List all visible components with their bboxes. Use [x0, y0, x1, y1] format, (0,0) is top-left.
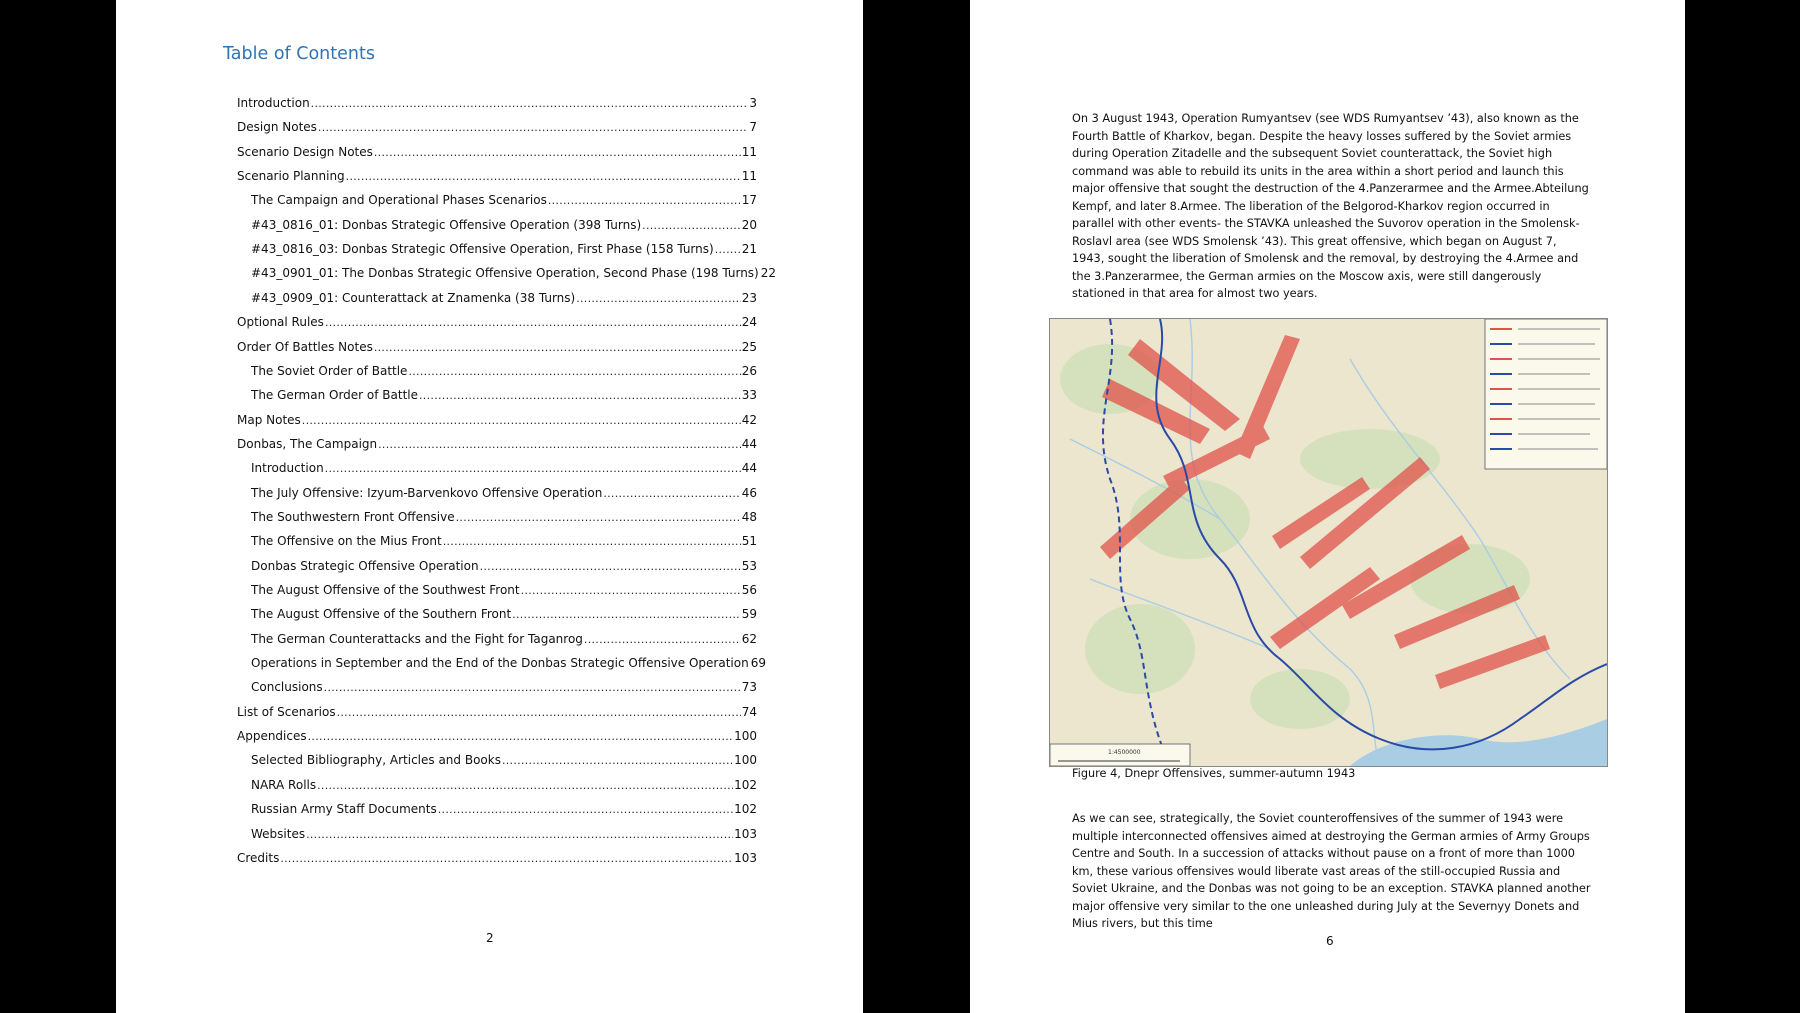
toc-entry[interactable] [251, 749, 757, 767]
toc-leader-dots [318, 121, 748, 134]
toc-entry[interactable] [237, 165, 757, 183]
toc-entry[interactable] [251, 214, 757, 232]
toc-leader-dots [584, 633, 741, 646]
toc-entry-title: Introduction [237, 96, 310, 110]
toc-entry-page: 42 [741, 412, 757, 427]
toc-entry[interactable] [237, 701, 757, 719]
toc-entry-title: NARA Rolls [251, 777, 317, 792]
toc-leader-dots [443, 535, 741, 548]
toc-leader-dots [302, 414, 741, 427]
toc-entry[interactable] [251, 579, 757, 597]
toc-entry-page: 25 [741, 339, 757, 354]
toc-entry[interactable] [251, 287, 757, 305]
toc-entry-page: 69 [750, 656, 766, 671]
toc-entry-title: #43_0901_01: The Donbas Strategic Offensive Operation, Second Phase (198 Turns) [251, 266, 759, 281]
toc-entry[interactable] [251, 457, 757, 475]
toc-entry-page: 56 [741, 583, 757, 597]
toc-entry[interactable] [237, 141, 757, 159]
toc-leader-dots [317, 779, 733, 792]
toc-title: Table of Contents [223, 44, 375, 64]
toc-leader-dots [419, 389, 741, 402]
toc-entry-title: The August Offensive of the Southwest Front [251, 583, 520, 597]
toc-entry-page: 20 [741, 217, 757, 232]
page-number: 2 [486, 931, 494, 945]
toc-entry-page: 3 [749, 96, 757, 110]
toc-entry-page: 17 [741, 193, 757, 208]
toc-leader-dots [280, 852, 733, 865]
toc-entry[interactable] [237, 847, 757, 865]
toc-entry-title: #43_0816_01: Donbas Strategic Offensive Operation (398 Turns) [251, 217, 642, 232]
toc-leader-dots [324, 681, 741, 694]
toc-entry[interactable] [237, 725, 757, 743]
figure-caption: Figure 4, Dnepr Offensives, summer-autumn 1943 [1072, 767, 1356, 780]
toc-entry-title: The German Counterattacks and the Fight for Taganrog [251, 631, 583, 646]
toc-entry-title: Optional Rules [237, 315, 324, 330]
toc-entry-title: Appendices [237, 729, 307, 744]
toc-leader-dots [374, 146, 741, 159]
toc-entry-page: 100 [734, 729, 757, 744]
toc-entry[interactable] [237, 311, 757, 329]
toc-entry-title: Scenario Design Notes [237, 144, 373, 159]
toc-leader-dots [456, 511, 741, 524]
toc-entry-title: Conclusions [251, 680, 323, 695]
toc-entry-title: Donbas Strategic Offensive Operation [251, 558, 479, 573]
toc-entry-title: List of Scenarios [237, 704, 336, 719]
toc-entry[interactable] [251, 360, 757, 378]
toc-leader-dots [502, 754, 733, 767]
map-figure [1049, 318, 1608, 767]
toc-entry-page: 11 [741, 169, 757, 184]
toc-leader-dots [346, 170, 741, 183]
toc-entry-page: 21 [741, 242, 757, 257]
body-paragraph: On 3 August 1943, Operation Rumyantsev (see WDS Rumyantsev ’43), also known as the Fourth Battle of Kharkov, began. Despite the heavy losses suffered by the Soviet armies during Operation Zitadelle and the subsequent Soviet counterattack, the Soviet high command was able to rebuild its units in the area within a short period and launch this major offensive that sought the destruction of the 4.Panzerarmee and the Armee.Abteilung Kempf, and later 8.Armee. The liberation of the Belgorod-Kharkov region occurred in parallel with other events- the STAVKA unleashed the Suvorov operation in the Smolensk-Roslavl area (see WDS Smolensk ’43). This great offensive, which began on August 7, 1943, sought the liberation of Smolensk and the removal, by destroying the 4.Armee and the 3.Panzerarmee, the German armies on the Moscow axis, were still dangerously stationed in that area for almost two years. [1072, 112, 1589, 300]
toc-entry[interactable] [251, 652, 766, 671]
toc-entry-title: #43_0816_03: Donbas Strategic Offensive Operation, First Phase (158 Turns) [251, 242, 714, 257]
toc-entry-title: The August Offensive of the Southern Front [251, 607, 512, 622]
map-scale-label: 1:4500000 [1108, 749, 1141, 756]
toc-leader-dots [576, 292, 741, 305]
toc-leader-dots [480, 560, 741, 573]
toc-leader-dots [548, 194, 741, 207]
toc-leader-dots [325, 462, 741, 475]
toc-leader-dots [308, 730, 733, 743]
toc-entry-title: The Campaign and Operational Phases Scenarios [251, 193, 547, 208]
toc-entry[interactable] [251, 262, 777, 281]
toc-entry[interactable] [251, 238, 757, 256]
toc-entry-title: The Offensive on the Mius Front [251, 534, 442, 549]
toc-entry[interactable] [251, 506, 757, 524]
toc-entry-title: Scenario Planning [237, 169, 345, 184]
toc-leader-dots [642, 219, 741, 232]
toc-entry-page: 22 [760, 266, 777, 281]
toc-entry-page: 7 [749, 120, 757, 135]
toc-leader-dots [337, 706, 741, 719]
toc-entry-page: 102 [734, 777, 757, 792]
toc-entry-page: 62 [741, 631, 757, 646]
toc-entry-page: 44 [741, 461, 757, 476]
toc-leader-dots [408, 365, 740, 378]
body-paragraph: As we can see, strategically, the Soviet counteroffensives of the summer of 1943 were multiple interconnected offensives aimed at destroying the German armies of Army Groups Centre and South. In a succession of attacks without pause on a front of more than 1000 km, these various offensives would liberate vast areas of the still-occupied Russia and Soviet Ukraine, and the Donbas was not going to be an exception. STAVKA planned another major offensive very similar to the one unleashed during July at the Severnyy Donets and Mius rivers, but this time [1072, 812, 1591, 930]
toc-entry-title: Websites [251, 826, 306, 841]
toc-entry[interactable] [237, 433, 757, 451]
toc-entry-title: Design Notes [237, 120, 317, 135]
toc-entry-page: 46 [741, 485, 757, 500]
toc-leader-dots [378, 438, 741, 451]
toc-entry-page: 102 [734, 802, 757, 817]
toc-entry-title: Donbas, The Campaign [237, 436, 378, 451]
toc-entry[interactable] [237, 116, 757, 134]
toc-entry-page: 11 [741, 144, 757, 159]
toc-entry-page: 33 [741, 388, 757, 403]
toc-entry[interactable] [251, 628, 757, 646]
toc-leader-dots [306, 828, 733, 841]
document-page-right [970, 0, 1685, 1013]
toc-entry-page: 74 [741, 704, 757, 719]
toc-leader-dots [715, 243, 741, 256]
toc-entry[interactable] [237, 92, 757, 110]
toc-entry-page: 53 [741, 558, 757, 573]
toc-entry-page: 44 [741, 436, 757, 451]
toc-entry-page: 48 [741, 509, 757, 524]
document-page-left [116, 0, 863, 1013]
toc-entry-title: Map Notes [237, 412, 301, 427]
toc-list [116, 0, 863, 1013]
toc-entry-title: The Southwestern Front Offensive [251, 509, 455, 524]
toc-entry[interactable] [251, 798, 757, 816]
toc-entry-page: 103 [734, 850, 757, 865]
toc-entry[interactable] [251, 482, 757, 500]
toc-entry-page: 59 [741, 607, 757, 622]
toc-leader-dots [512, 608, 741, 621]
toc-entry-title: Credits [237, 850, 280, 865]
toc-leader-dots [325, 316, 741, 329]
toc-entry-title: The July Offensive: Izyum-Barvenkovo Offensive Operation [251, 485, 603, 500]
toc-entry[interactable] [251, 823, 757, 841]
page-number: 6 [1326, 934, 1334, 948]
toc-entry[interactable] [251, 189, 757, 207]
toc-leader-dots [603, 487, 740, 500]
toc-entry-page: 73 [741, 680, 757, 695]
toc-entry[interactable] [251, 676, 757, 694]
toc-entry[interactable] [251, 530, 757, 548]
toc-entry-title: #43_0909_01: Counterattack at Znamenka (38 Turns) [251, 290, 576, 305]
toc-entry[interactable] [251, 384, 757, 402]
toc-entry-page: 26 [741, 363, 757, 378]
toc-entry-title: The Soviet Order of Battle [251, 363, 408, 378]
toc-entry-page: 51 [741, 534, 757, 549]
toc-entry[interactable] [237, 409, 757, 427]
toc-entry[interactable] [251, 774, 757, 792]
toc-entry-title: Order Of Battles Notes [237, 339, 373, 354]
toc-leader-dots [521, 584, 741, 597]
toc-entry-title: The German Order of Battle [251, 388, 419, 403]
toc-leader-dots [311, 97, 749, 110]
toc-entry-title: Introduction [251, 461, 324, 476]
toc-entry-page: 100 [734, 753, 757, 768]
toc-entry-page: 23 [741, 290, 757, 305]
toc-entry-page: 24 [741, 315, 757, 330]
toc-entry[interactable] [251, 603, 757, 621]
dnepr-offensives-map-image [1050, 319, 1607, 766]
toc-entry[interactable] [237, 336, 757, 354]
toc-entry-page: 103 [734, 826, 757, 841]
toc-entry[interactable] [251, 555, 757, 573]
toc-entry-title: Operations in September and the End of the Donbas Strategic Offensive Operation [251, 656, 749, 671]
toc-leader-dots [374, 341, 741, 354]
toc-entry-title: Russian Army Staff Documents [251, 802, 437, 817]
toc-leader-dots [438, 803, 733, 816]
toc-entry-title: Selected Bibliography, Articles and Books [251, 753, 501, 768]
